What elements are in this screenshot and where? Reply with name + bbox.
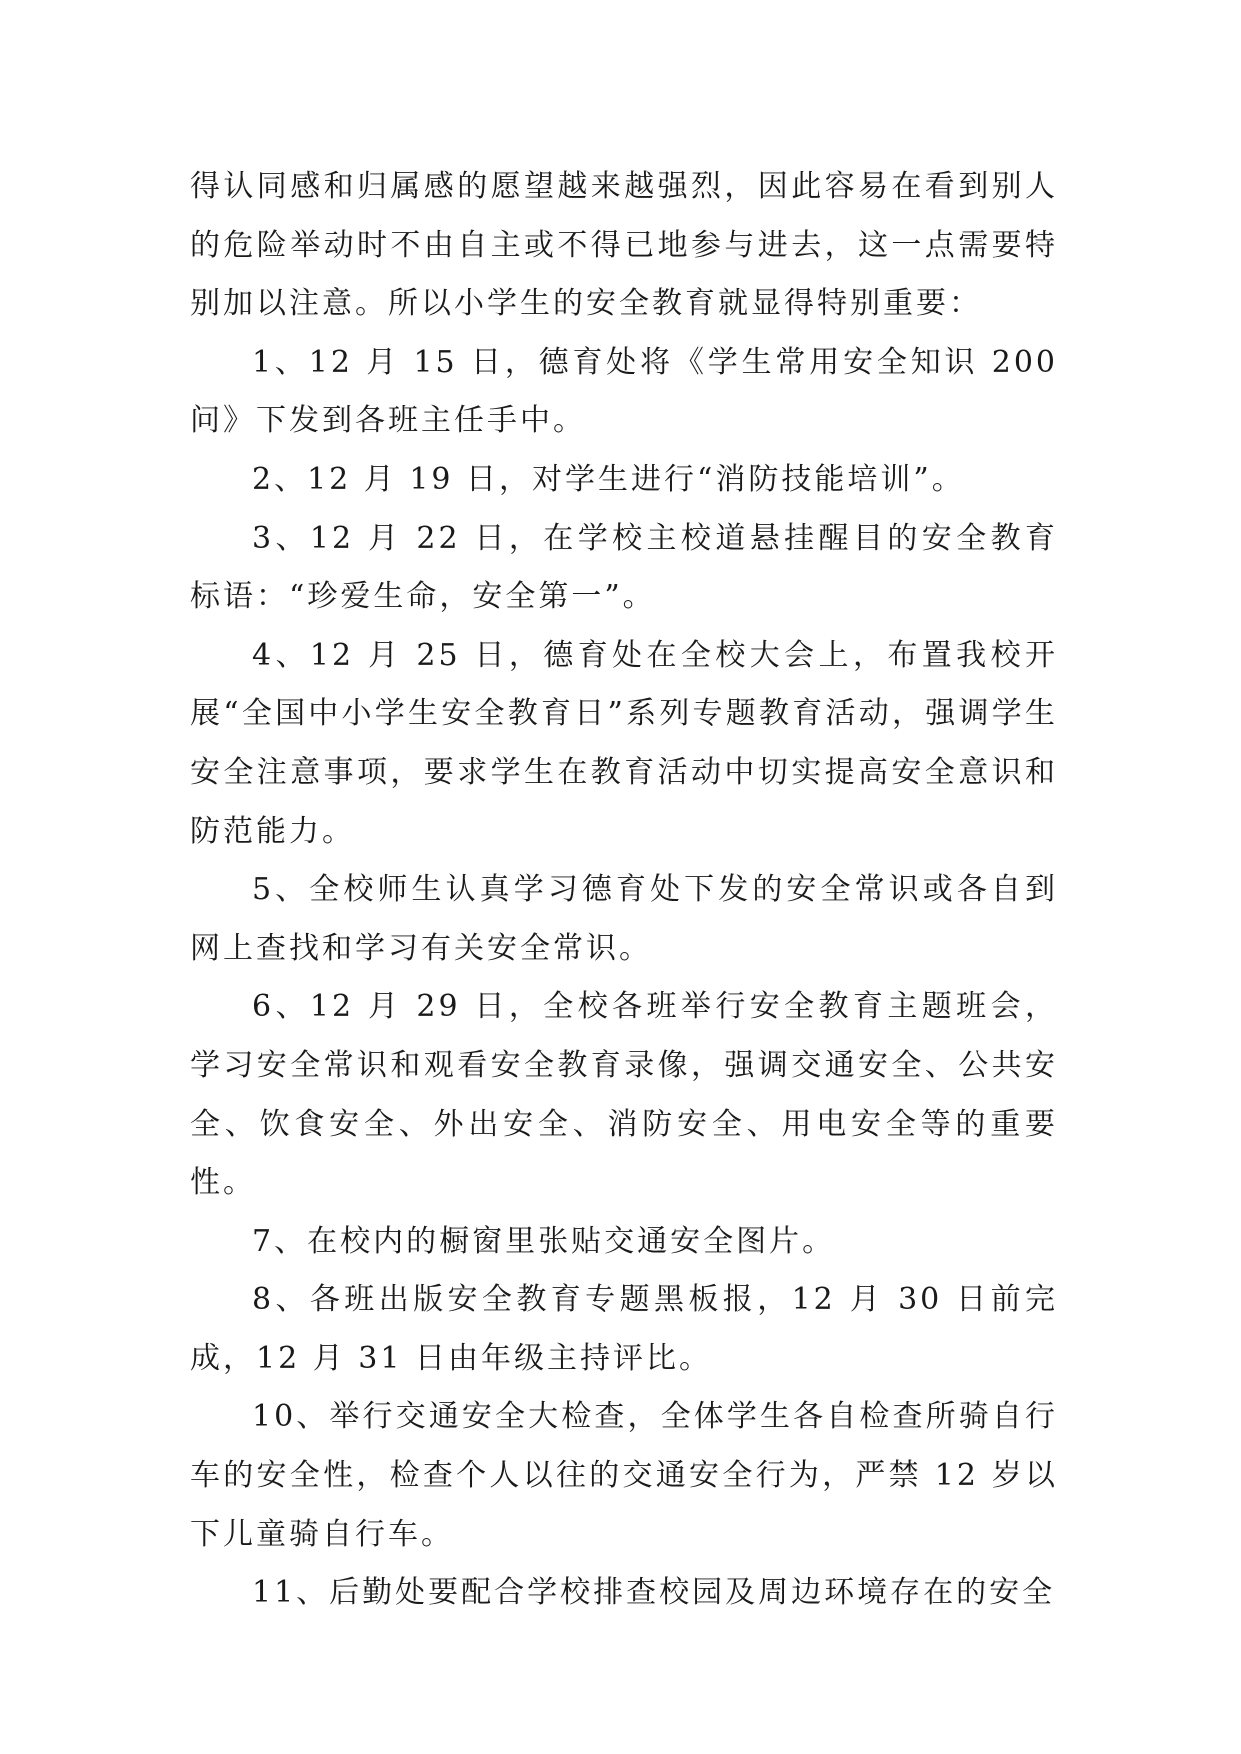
paragraph-item-6: 6、12 月 29 日，全校各班举行安全教育主题班会，学习安全常识和观看安全教育录像，强调交通安全、公共安全、饮食安全、外出安全、消防安全、用电安全等的重要性。	[190, 989, 1058, 1201]
paragraph-item-11: 11、后勤处要配合学校排查校园及周边环境存在的安全	[252, 1575, 1056, 1611]
document-body	[190, 158, 1058, 1623]
paragraph-item-1: 1、12 月 15 日，德育处将《学生常用安全知识 200 问》下发到各班主任手中。	[190, 344, 1058, 439]
paragraph-item-10: 10、举行交通安全大检查，全体学生各自检查所骑自行车的安全性，检查个人以往的交通安全行为，严禁 12 岁以下儿童骑自行车。	[190, 1399, 1058, 1552]
paragraph-intro: 得认同感和归属感的愿望越来越强烈，因此容易在看到别人的危险举动时不由自主或不得已地参与进去，这一点需要特别加以注意。所以小学生的安全教育就显得特别重要：	[190, 169, 1058, 322]
paragraph-item-7: 7、在校内的橱窗里张贴交通安全图片。	[252, 1223, 836, 1259]
paragraph-item-8: 8、各班出版安全教育专题黑板报，12 月 30 日前完成，12 月 31 日由年级主持评比。	[190, 1282, 1058, 1376]
paragraph-item-5: 5、全校师生认真学习德育处下发的安全常识或各自到网上查找和学习有关安全常识。	[190, 872, 1058, 966]
paragraph-item-4: 4、12 月 25 日，德育处在全校大会上，布置我校开展“全国中小学生安全教育日”系列专题教育活动，强调学生安全注意事项，要求学生在教育活动中切实提高安全意识和防范能力。	[190, 637, 1058, 849]
paragraph-item-2: 2、12 月 19 日，对学生进行“消防技能培训”。	[252, 461, 965, 497]
paragraph-item-3: 3、12 月 22 日，在学校主校道悬挂醒目的安全教育标语：“珍爱生命，安全第一”。	[190, 520, 1058, 615]
